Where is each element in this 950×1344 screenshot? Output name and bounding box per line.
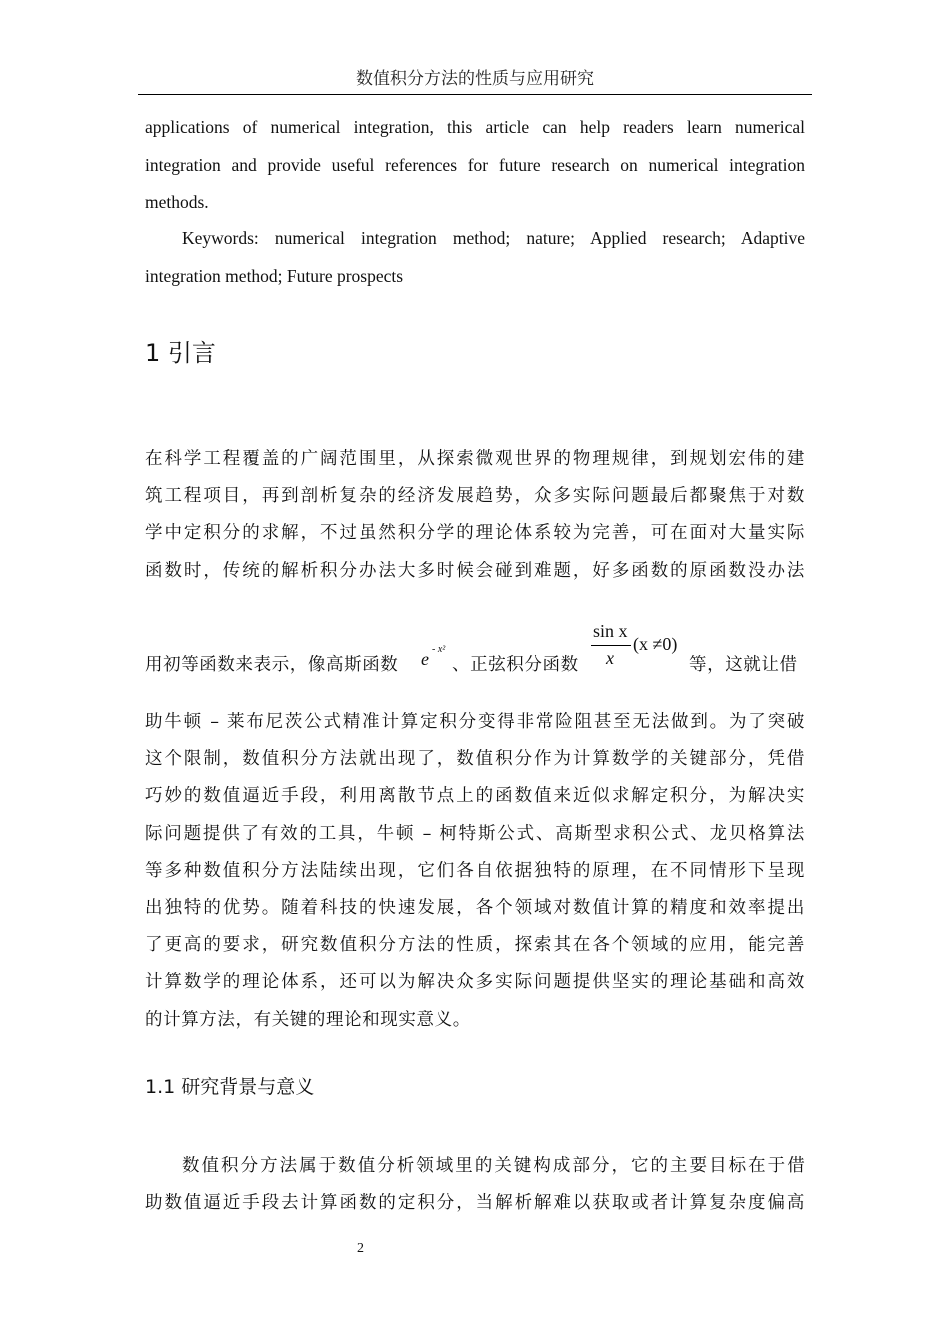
abstract-line: methods. bbox=[145, 192, 209, 212]
section-heading: 1 引言 bbox=[145, 339, 216, 367]
body-line: 巧妙的数值逼近手段，利用离散节点上的函数值来近似求解定积分，为解决实 bbox=[145, 786, 805, 807]
abstract-line: integration and provide useful references for future research on numerical integration bbox=[145, 154, 805, 175]
intro-paragraph-1 bbox=[145, 441, 805, 590]
subsection-heading: 1.1 研究背景与意义 bbox=[145, 1076, 315, 1098]
keywords-paragraph bbox=[145, 220, 805, 295]
fraction-bar bbox=[591, 645, 631, 646]
formula-line bbox=[145, 618, 805, 688]
gauss-base: e bbox=[421, 649, 429, 669]
keywords-line: Keywords: numerical integration method; nature; Applied research; Adaptive bbox=[182, 228, 805, 248]
intro-paragraph-2 bbox=[145, 704, 805, 1039]
body-line: 等多种数值积分方法陆续出现，它们各自依据独特的原理，在不同情形下呈现 bbox=[145, 860, 805, 881]
body-line: 筑工程项目，再到剖析复杂的经济发展趋势，众多实际问题最后都聚焦于对数 bbox=[145, 486, 805, 507]
abstract-line: applications of numerical integration, this article can help readers learn numerical bbox=[145, 117, 805, 137]
body-line: 助数值逼近手段去计算函数的定积分，当解析解难以获取或者计算复杂度偏高 bbox=[145, 1193, 805, 1214]
formula-condition: (x ≠0) bbox=[633, 634, 678, 654]
body-line: 出独特的优势。随着科技的快速发展，各个领域对数值计算的精度和效率提出 bbox=[145, 898, 805, 919]
fraction-denominator: x bbox=[606, 648, 614, 668]
abstract-en-paragraph bbox=[145, 109, 805, 222]
page-number: 2 bbox=[357, 1241, 364, 1256]
formula-text-mid: 、正弦积分函数 bbox=[452, 655, 579, 675]
gauss-exponent: - x² bbox=[432, 644, 446, 655]
body-line: 计算数学的理论体系，还可以为解决众多实际问题提供坚实的理论基础和高效 bbox=[145, 972, 805, 993]
running-header: 数值积分方法的性质与应用研究 bbox=[356, 69, 594, 89]
body-line: 在科学工程覆盖的广阔范围里，从探索微观世界的物理规律，到规划宏伟的建 bbox=[145, 449, 805, 469]
body-line: 助牛顿 – 莱布尼茨公式精准计算定积分变得非常险阻甚至无法做到。为了突破 bbox=[145, 712, 805, 732]
body-line: 了更高的要求，研究数值积分方法的性质，探索其在各个领域的应用，能完善 bbox=[145, 935, 805, 956]
body-line: 际问题提供了有效的工具，牛顿 – 柯特斯公式、高斯型求积公式、龙贝格算法 bbox=[145, 823, 805, 844]
body-line: 函数时，传统的解析积分办法大多时候会碰到难题，好多函数的原函数没办法 bbox=[145, 560, 805, 581]
formula-text-pre: 用初等函数来表示，像高斯函数 bbox=[145, 655, 399, 675]
keywords-line: integration method; Future prospects bbox=[145, 265, 404, 286]
body-line: 的计算方法，有关键的理论和现实意义。 bbox=[145, 1009, 471, 1030]
body-line: 学中定积分的求解，不过虽然积分学的理论体系较为完善，可在面对大量实际 bbox=[145, 523, 805, 544]
background-paragraph bbox=[145, 1148, 805, 1222]
body-line: 这个限制，数值积分方法就出现了，数值积分作为计算数学的关键部分，凭借 bbox=[145, 749, 805, 770]
header-rule bbox=[138, 94, 812, 95]
fraction-numerator: sin x bbox=[593, 621, 628, 641]
body-line: 数值积分方法属于数值分析领域里的关键构成部分，它的主要目标在于借 bbox=[182, 1156, 805, 1176]
formula-text-post: 等，这就让借 bbox=[689, 655, 798, 675]
